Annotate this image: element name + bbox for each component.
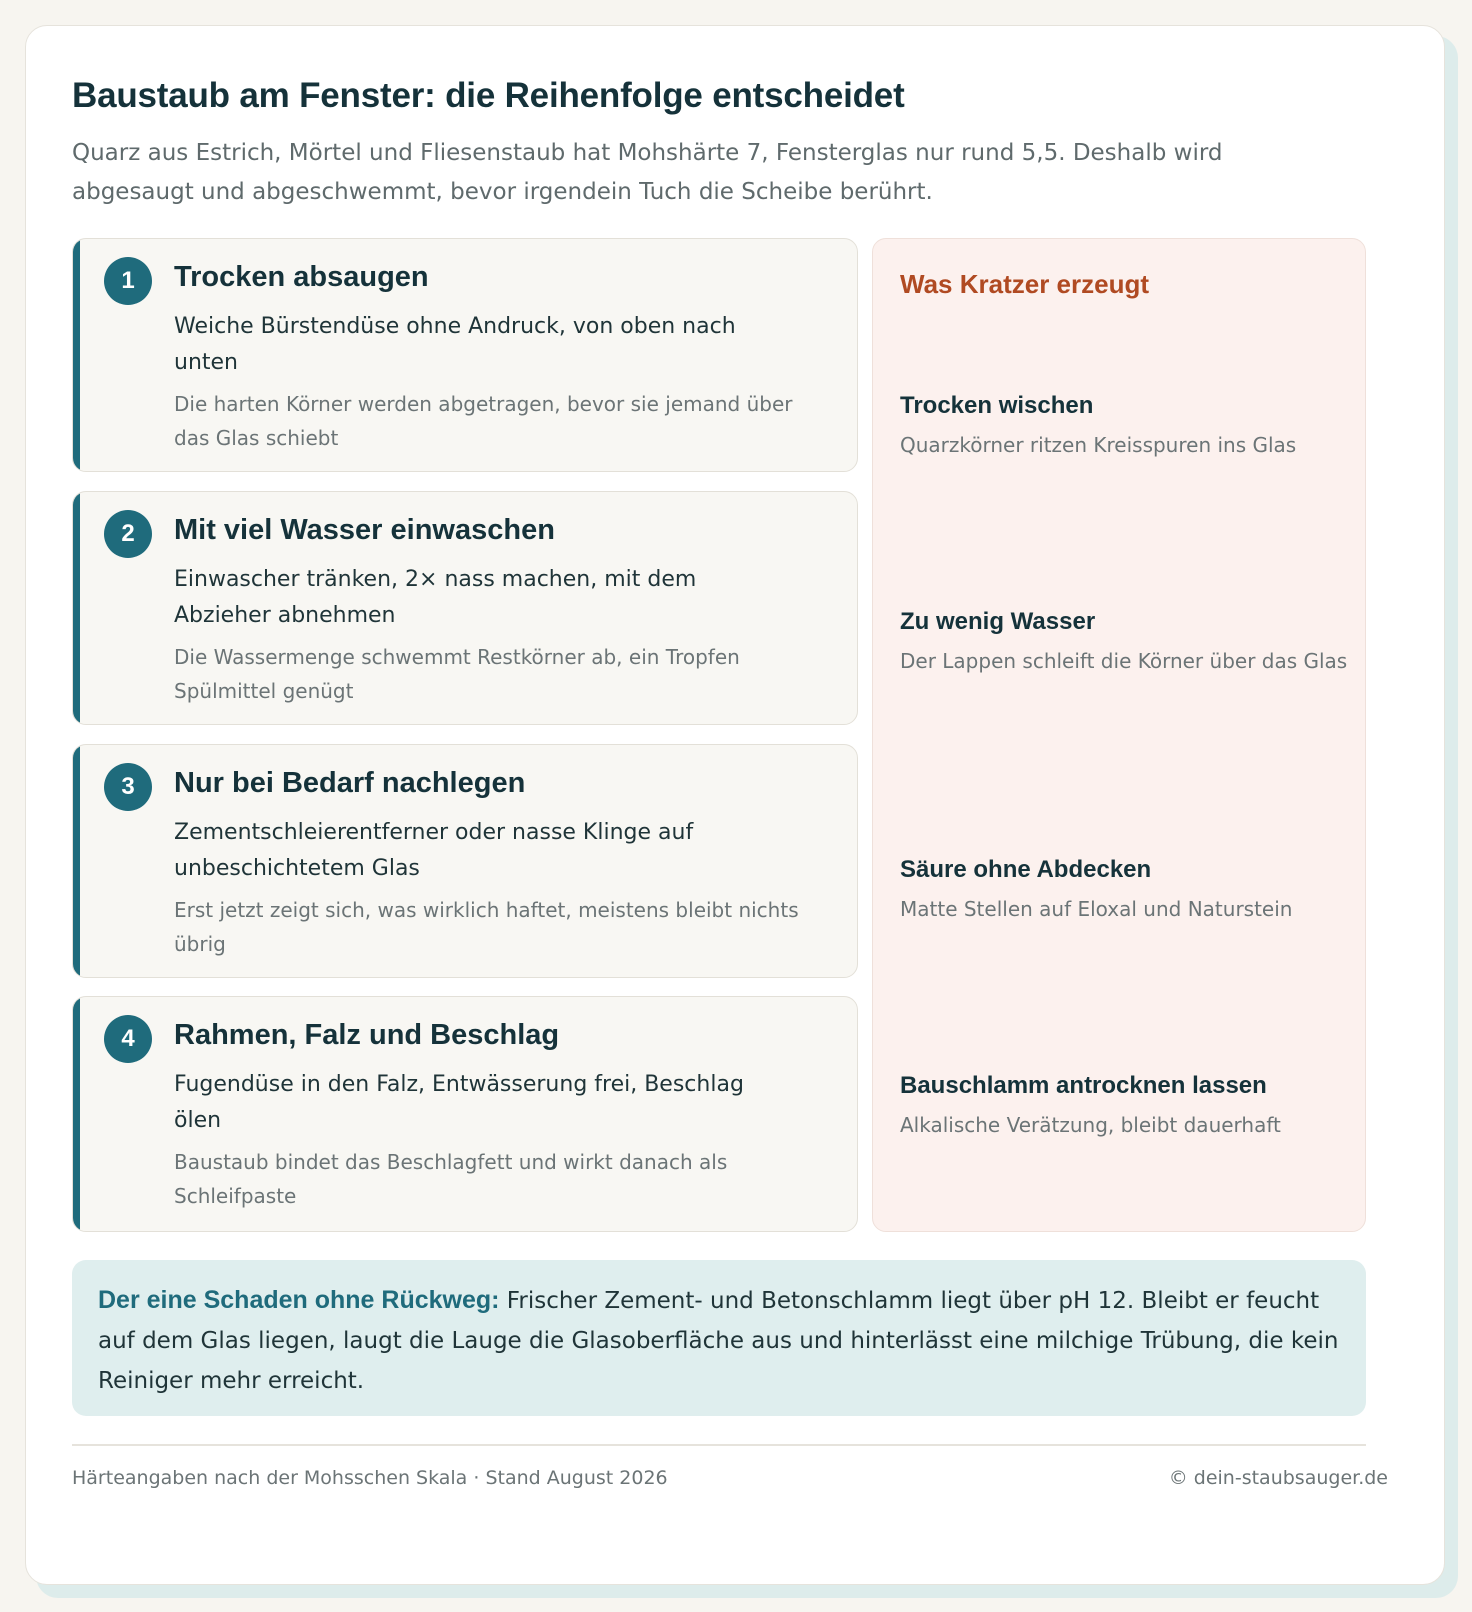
step-instruction: Weiche Bürstendüse ohne Andruck, von oben nach unten bbox=[174, 314, 736, 375]
risk-description: Alkalische Verätzung, bleibt dauerhaft bbox=[900, 1113, 1281, 1137]
page-title: Baustaub am Fenster: die Reihenfolge entscheidet bbox=[72, 76, 905, 115]
panel-title: Was Kratzer erzeugt bbox=[900, 269, 1149, 299]
step-number-badge: 4 bbox=[104, 1015, 152, 1063]
step-instruction: Einwascher tränken, 2× nass machen, mit dem Abzieher abnehmen bbox=[174, 567, 697, 628]
step-card-1 bbox=[72, 238, 858, 472]
risk-title: Zu wenig Wasser bbox=[900, 608, 1096, 635]
step-number-badge: 3 bbox=[104, 763, 152, 811]
footer-source-note: Härteangaben nach der Mohsschen Skala · Stand August 2026 bbox=[72, 1467, 668, 1489]
step-card-2 bbox=[72, 491, 858, 725]
step-note: Baustaub bindet das Beschlagfett und wirkt danach als Schleifpaste bbox=[174, 1150, 728, 1208]
step-title: Trocken absaugen bbox=[174, 261, 429, 293]
step-number-badge: 2 bbox=[104, 510, 152, 558]
intro-text: Quarz aus Estrich, Mörtel und Fliesenstaub hat Mohshärte 7, Fensterglas nur rund 5,5. Deshalb wird abgesaugt und abgeschwemmt, bevor irgendein Tuch die Scheibe berührt. bbox=[72, 140, 1223, 205]
risk-title: Trocken wischen bbox=[900, 392, 1094, 419]
step-instruction: Zementschleierentferner oder nasse Klinge auf unbeschichtetem Glas bbox=[174, 820, 694, 881]
step-title: Mit viel Wasser einwaschen bbox=[174, 514, 555, 546]
step-note: Die Wassermenge schwemmt Restkörner ab, ein Tropfen Spülmittel genügt bbox=[174, 645, 740, 703]
step-note: Erst jetzt zeigt sich, was wirklich haftet, meistens bleibt nichts übrig bbox=[174, 898, 799, 956]
risk-description: Quarzkörner ritzen Kreisspuren ins Glas bbox=[900, 433, 1297, 457]
risk-title: Bauschlamm antrocknen lassen bbox=[900, 1072, 1267, 1099]
step-card-3 bbox=[72, 744, 858, 978]
risk-item bbox=[900, 1071, 1350, 1142]
callout-text bbox=[98, 1280, 1340, 1401]
footer-copyright: © dein-staubsauger.de bbox=[1168, 1467, 1388, 1489]
step-title: Nur bei Bedarf nachlegen bbox=[174, 767, 526, 799]
risk-description: Matte Stellen auf Eloxal und Naturstein bbox=[900, 897, 1293, 921]
infographic-card bbox=[25, 25, 1445, 1585]
callout-label: Der eine Schaden ohne Rückweg: bbox=[98, 1286, 500, 1314]
step-number-badge: 1 bbox=[104, 257, 152, 305]
step-title: Rahmen, Falz und Beschlag bbox=[174, 1019, 560, 1051]
risk-item bbox=[900, 391, 1350, 462]
risk-item bbox=[900, 855, 1350, 926]
warning-callout bbox=[72, 1260, 1366, 1416]
risk-title: Säure ohne Abdecken bbox=[900, 856, 1152, 883]
risk-description: Der Lappen schleift die Körner über das Glas bbox=[900, 649, 1348, 673]
step-card-4 bbox=[72, 996, 858, 1232]
callout-body: Frischer Zement- und Betonschlamm liegt über pH 12. Bleibt er feucht auf dem Glas liegen, laugt die Lauge die Glasoberfläche aus und hinterlässt eine milchige Trübung, die kein Reiniger mehr erreicht. bbox=[98, 1288, 1339, 1394]
scratch-causes-panel bbox=[872, 238, 1366, 1232]
step-note: Die harten Körner werden abgetragen, bevor sie jemand über das Glas schiebt bbox=[174, 392, 793, 450]
footer-divider bbox=[72, 1444, 1366, 1446]
risk-item bbox=[900, 607, 1350, 678]
step-instruction: Fugendüse in den Falz, Entwässerung frei, Beschlag ölen bbox=[174, 1072, 744, 1133]
